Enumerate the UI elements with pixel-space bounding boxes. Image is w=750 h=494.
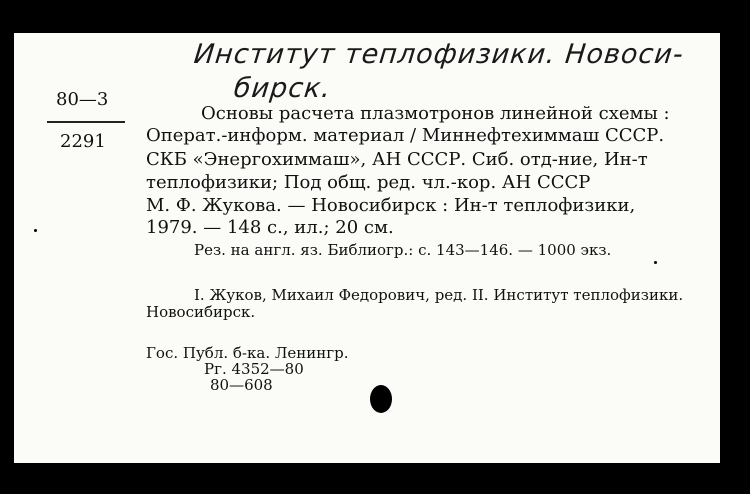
holding-line-1: Гос. Публ. б-ка. Ленингр. [146,344,349,362]
ink-speck [34,229,37,232]
entry-line-6: 1979. — 148 с., ил.; 20 см. [146,217,394,238]
ink-speck [654,261,657,264]
holding-line-2: Рг. 4352—80 [204,360,304,378]
entry-line-4: теплофизики; Под общ. ред. чл.-кор. АН СССР [146,172,591,193]
notes-line: Рез. на англ. яз. Библиогр.: с. 143—146. — 1000 экз. [194,241,612,259]
tracings-line-2: Новосибирск. [146,303,256,321]
catalog-card [14,33,720,463]
handwritten-note-line1: Институт теплофизики. Новоси- [192,39,686,70]
tracings-line-1: I. Жуков, Михаил Федорович, ред. II. Институт теплофизики. [194,286,684,304]
entry-line-5: М. Ф. Жукова. — Новосибирск : Ин-т теплофизики, [146,195,636,216]
classmark-bottom: 2291 [60,131,106,152]
holding-line-3: 80—608 [210,376,273,394]
classmark-top: 80—3 [56,89,109,110]
entry-line-1: Основы расчета плазмотронов линейной схемы : [201,103,670,124]
classmark-divider [47,121,125,123]
entry-line-3: СКБ «Энергохиммаш», АН СССР. Сиб. отд-ние, Ин-т [146,149,648,170]
ink-blot [370,385,392,413]
handwritten-note-line2: бирск. [232,73,333,104]
entry-line-2: Операт.-информ. материал / Миннефтехиммаш СССР. [146,125,665,146]
